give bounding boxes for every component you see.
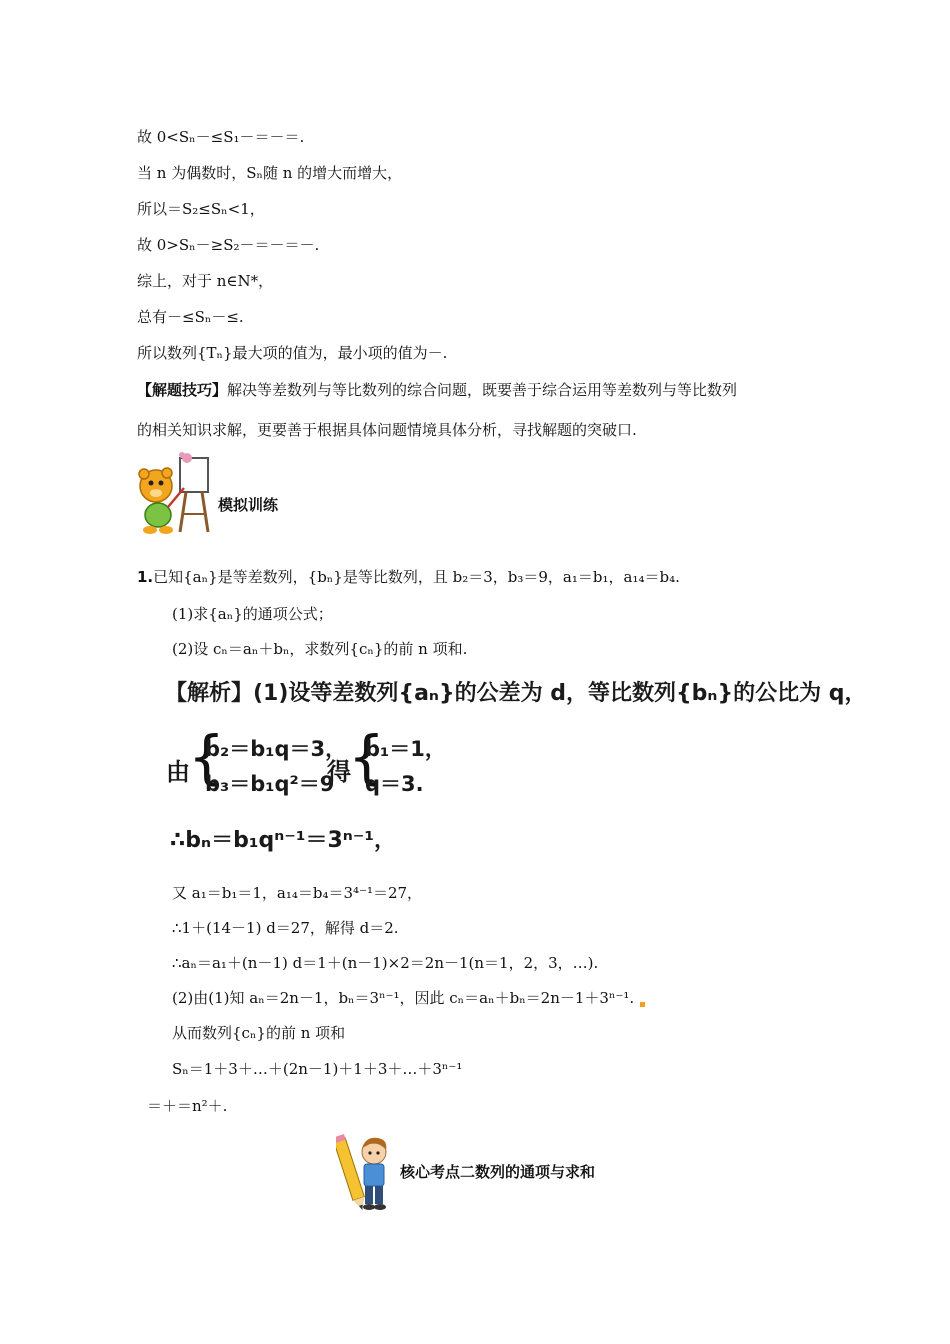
boy-pencil-illustration [336,1130,396,1214]
left-brace: { [348,723,385,791]
solution-line: 又 a₁＝b₁＝1，a₁₄＝b₄＝3⁴⁻¹＝27， [172,884,423,902]
solution-line: 从而数列{cₙ}的前 n 项和 [172,1024,346,1042]
tip-text: 解决等差数列与等比数列的综合问题，既要善于综合运用等差数列与等比数列 [227,381,738,399]
solution-line: ∴1＋(14－1) d＝27，解得 d＝2. [172,919,399,937]
solution-you: 由 [166,758,190,786]
solution-heading: 【解析】(1)设等差数列{aₙ}的公差为 d，等比数列{bₙ}的公比为 q， [165,681,867,706]
text-line: 总有－≤Sₙ－≤. [137,308,244,326]
section-title-core-topic: 核心考点二数列的通项与求和 [400,1163,596,1181]
tip-text-continued: 的相关知识求解，更要善于根据具体问题情境具体分析，寻找解题的突破口. [137,421,637,439]
solution-de: 得 [327,758,351,786]
solution-line: ＝＋＝n²＋. [147,1097,228,1115]
section-title-practice: 模拟训练 [218,496,279,514]
problem-question-1: (1)求{aₙ}的通项公式； [172,605,333,623]
solution-line: Sₙ＝1＋3＋…＋(2n－1)＋1＋3＋…＋3ⁿ⁻¹ [172,1060,463,1078]
tip-paragraph [137,380,737,400]
problem-stem [137,567,680,587]
solution-bn-formula: ∴bₙ＝b₁qⁿ⁻¹＝3ⁿ⁻¹， [170,828,397,853]
system-eq-1: b₂＝b₁q＝3， [205,737,347,761]
left-brace: { [188,723,225,791]
problem-text: 已知{aₙ}是等差数列，{bₙ}是等比数列，且 b₂＝3，b₃＝9，a₁＝b₁，a₁₄＝b₄. [153,568,680,586]
text-line: 所以＝S₂≤Sₙ<1， [137,200,265,218]
tip-label: 【解题技巧】 [137,381,228,399]
text-line: 当 n 为偶数时，Sₙ随 n 的增大而增大， [137,164,403,182]
text-line: 所以数列{Tₙ}最大项的值为，最小项的值为－. [137,344,448,362]
text-line: 综上，对于 n∈N*， [137,272,274,290]
problem-number: 1. [137,568,154,586]
bear-easel-illustration [134,452,216,536]
text-line: 故 0<Sₙ－≤S₁－＝－＝. [137,128,305,146]
text-line: 故 0>Sₙ－≥S₂－＝－＝－. [137,236,320,254]
marker-dot [640,1002,645,1007]
system-eq-2: b₃＝b₁q²＝9 [205,772,335,796]
result-eq-2: q＝3. [365,772,424,796]
result-eq-1: b₁＝1， [365,737,446,761]
problem-question-2: (2)设 cₙ＝aₙ＋bₙ，求数列{cₙ}的前 n 项和. [172,640,468,658]
solution-line: (2)由(1)知 aₙ＝2n－1，bₙ＝3ⁿ⁻¹，因此 cₙ＝aₙ＋bₙ＝2n－1＋3ⁿ⁻¹. [172,989,635,1007]
solution-line: ∴aₙ＝a₁＋(n－1) d＝1＋(n－1)×2＝2n－1(n＝1，2，3，…). [172,954,599,972]
